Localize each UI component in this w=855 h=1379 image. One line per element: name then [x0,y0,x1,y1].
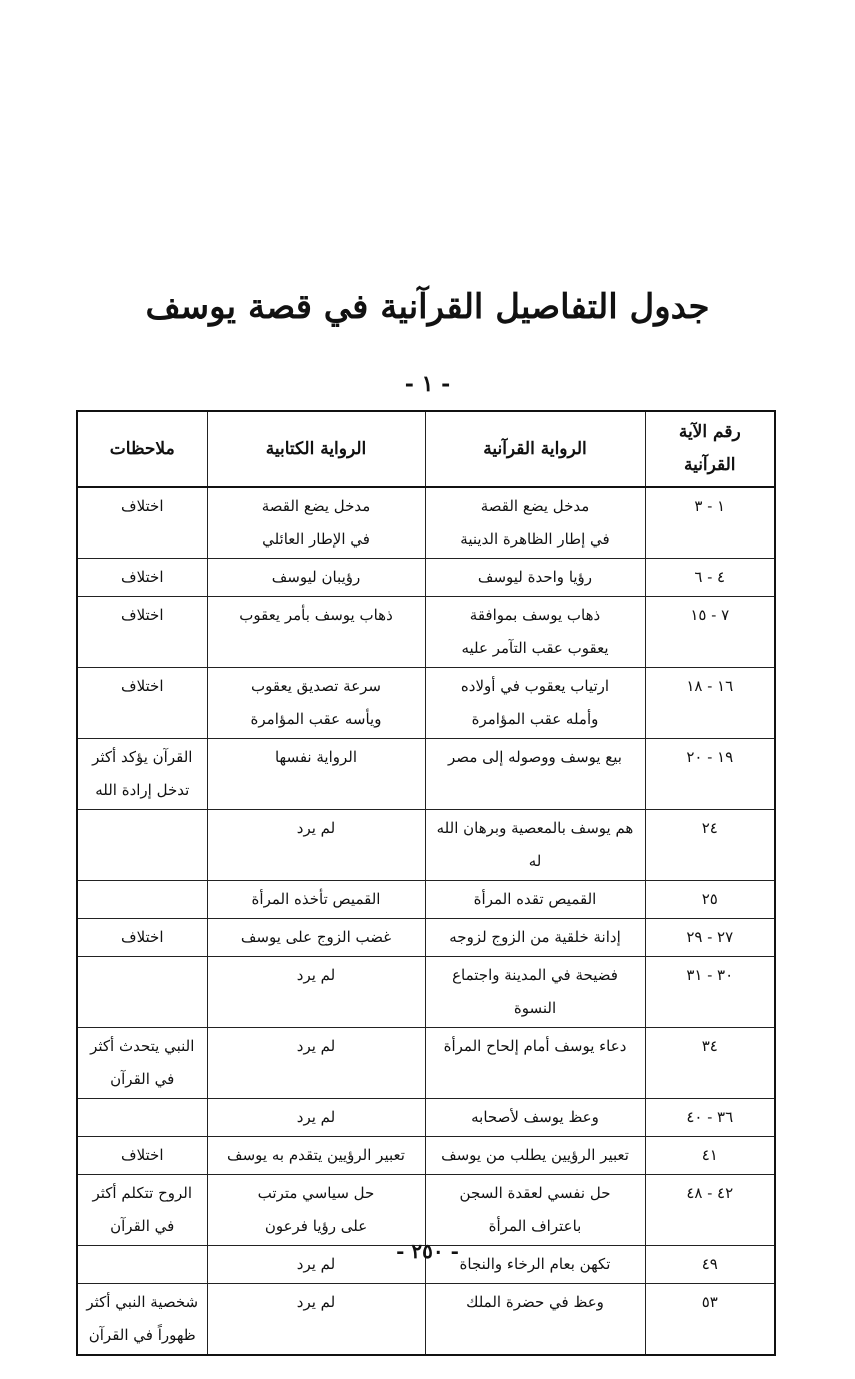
header-verse-number: رقم الآية القرآنية [645,411,775,487]
bible-narrative-line: حل سياسي مترتب [257,1184,375,1202]
bible-narrative-cell [207,739,425,810]
bible-narrative-cell [207,1099,425,1137]
details-table [76,410,776,1356]
quran-narrative-cell [425,487,645,559]
table-row [77,559,775,597]
bible-narrative-line: ويأسه عقب المؤامرة [250,710,382,728]
bible-narrative-line: الرواية نفسها [274,748,358,766]
verse-number-cell: ٥٣ [645,1284,775,1356]
bible-narrative-cell [207,957,425,1028]
quran-narrative-cell [425,739,645,810]
bible-narrative-line: سرعة تصديق يعقوب [251,677,381,695]
notes-line: اختلاف [121,677,164,695]
notes-line: اختلاف [121,497,164,515]
quran-narrative-line: بيع يوسف ووصوله إلى مصر [448,748,622,766]
notes-line: تدخل إرادة الله [95,781,190,799]
table-row [77,881,775,919]
quran-narrative-line: في إطار الظاهرة الدينية [460,530,610,548]
notes-line: في القرآن [110,1217,175,1235]
quran-narrative-line: وعظ في حضرة الملك [466,1293,604,1311]
quran-narrative-cell [425,1284,645,1356]
notes-cell [77,559,207,597]
notes-line: الروح تتكلم أكثر [92,1184,193,1202]
notes-cell [77,1137,207,1175]
table-row [77,1099,775,1137]
quran-narrative-cell [425,1137,645,1175]
notes-line: في القرآن [110,1070,175,1088]
table-number: - ١ - [404,371,451,397]
quran-narrative-cell [425,597,645,668]
verse-number-cell: ٤٢ - ٤٨ [645,1175,775,1246]
notes-cell [77,810,207,881]
bible-narrative-line: لم يرد [296,966,336,984]
bible-narrative-line: غضب الزوج على يوسف [240,928,392,946]
notes-cell [77,487,207,559]
quran-narrative-cell [425,810,645,881]
quran-narrative-line: حل نفسي لعقدة السجن [459,1184,611,1202]
notes-cell [77,1028,207,1099]
notes-cell [77,668,207,739]
bible-narrative-cell [207,597,425,668]
verse-number-cell: ٣٠ - ٣١ [645,957,775,1028]
bible-narrative-line: لم يرد [296,1255,336,1273]
bible-narrative-line: على رؤيا فرعون [264,1217,368,1235]
bible-narrative-cell [207,487,425,559]
verse-number-cell: ١ - ٣ [645,487,775,559]
bible-narrative-cell [207,810,425,881]
table-row [77,668,775,739]
header-quran-narrative: الرواية القرآنية [425,411,645,487]
bible-narrative-line: لم يرد [296,1293,336,1311]
bible-narrative-cell [207,881,425,919]
notes-line: شخصية النبي أكثر [86,1293,199,1311]
notes-line: اختلاف [121,606,164,624]
quran-narrative-cell [425,1099,645,1137]
notes-cell [77,1175,207,1246]
bible-narrative-line: تعبير الرؤيين يتقدم به يوسف [227,1146,405,1164]
bible-narrative-cell [207,1284,425,1356]
table-row [77,487,775,559]
table-row [77,810,775,881]
bible-narrative-cell [207,919,425,957]
bible-narrative-cell [207,1137,425,1175]
quran-narrative-cell [425,559,645,597]
verse-number-cell: ٣٦ - ٤٠ [645,1099,775,1137]
notes-cell [77,739,207,810]
header-row [77,411,775,487]
bible-narrative-line: رؤيبان ليوسف [271,568,361,586]
quran-narrative-cell [425,1028,645,1099]
table-row [77,1137,775,1175]
page-title: جدول التفاصيل القرآنية في قصة يوسف [145,287,710,327]
verse-number-cell: ٤ - ٦ [645,559,775,597]
bible-narrative-line: لم يرد [296,819,336,837]
quran-narrative-cell [425,881,645,919]
table-row [77,957,775,1028]
table-row [77,1028,775,1099]
bible-narrative-line: لم يرد [296,1037,336,1055]
quran-narrative-line: ذهاب يوسف بموافقة [469,606,601,624]
bible-narrative-line: القميص تأخذه المرأة [251,890,381,908]
quran-narrative-line: فضيحة في المدينة واجتماع النسوة [452,966,618,1017]
bible-narrative-line: ذهاب يوسف بأمر يعقوب [239,606,393,624]
verse-number-cell: ٤٩ [645,1246,775,1284]
verse-number-cell: ٤١ [645,1137,775,1175]
bible-narrative-line: في الإطار العائلي [262,530,370,548]
quran-narrative-line: وأمله عقب المؤامرة [471,710,599,728]
quran-narrative-line: هم يوسف بالمعصية وبرهان الله له [436,819,634,870]
table-row [77,919,775,957]
notes-line: اختلاف [121,1146,164,1164]
notes-cell [77,597,207,668]
notes-line: اختلاف [121,568,164,586]
quran-narrative-line: وعظ يوسف لأصحابه [471,1108,599,1126]
bible-narrative-cell [207,559,425,597]
quran-narrative-line: دعاء يوسف أمام إلحاح المرأة [443,1037,627,1055]
quran-narrative-line: إدانة خلقية من الزوج لزوجه [449,928,621,946]
header-bible-narrative: الرواية الكتابية [207,411,425,487]
quran-narrative-line: باعتراف المرأة [488,1217,582,1235]
header-notes: ملاحظات [77,411,207,487]
verse-number-cell: ٢٤ [645,810,775,881]
quran-narrative-line: القميص تقده المرأة [473,890,597,908]
verse-number-cell: ٣٤ [645,1028,775,1099]
bible-narrative-line: لم يرد [296,1108,336,1126]
quran-narrative-cell [425,919,645,957]
notes-line: اختلاف [121,928,164,946]
verse-number-cell: ٢٧ - ٢٩ [645,919,775,957]
quran-narrative-cell [425,668,645,739]
verse-number-cell: ٢٥ [645,881,775,919]
quran-narrative-line: تعبير الرؤيين يطلب من يوسف [441,1146,629,1164]
notes-line: القرآن يؤكد أكثر [92,748,193,766]
bible-narrative-cell [207,668,425,739]
quran-narrative-line: تكهن بعام الرخاء والنجاة [459,1255,611,1273]
quran-narrative-line: ارتياب يعقوب في أولاده [460,677,610,695]
quran-narrative-cell [425,957,645,1028]
table-row [77,1175,775,1246]
quran-narrative-line: رؤيا واحدة ليوسف [477,568,593,586]
notes-line: النبي يتحدث أكثر [90,1037,195,1055]
notes-cell [77,1284,207,1356]
quran-narrative-line: مدخل يضع القصة [480,497,590,515]
notes-cell [77,957,207,1028]
notes-cell [77,881,207,919]
verse-number-cell: ٧ - ١٥ [645,597,775,668]
table-row [77,1284,775,1356]
verse-number-cell: ١٩ - ٢٠ [645,739,775,810]
notes-cell [77,919,207,957]
bible-narrative-cell [207,1175,425,1246]
table-row [77,739,775,810]
notes-cell [77,1099,207,1137]
notes-line: ظهوراً في القرآن [88,1326,196,1344]
quran-narrative-line: يعقوب عقب التآمر عليه [461,639,609,657]
quran-narrative-cell [425,1175,645,1246]
bible-narrative-cell [207,1028,425,1099]
table-body [77,487,775,1355]
page-number: - ٢٥٠ - [396,1239,459,1263]
verse-number-cell: ١٦ - ١٨ [645,668,775,739]
bible-narrative-line: مدخل يضع القصة [261,497,371,515]
table-row [77,597,775,668]
